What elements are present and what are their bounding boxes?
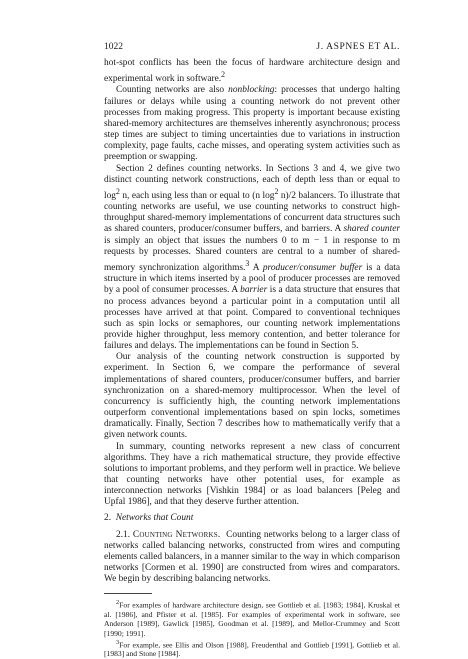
paragraph-continued: hot-spot conflicts has been the focus of hardware architecture design and experimental work in software.$^2$ [104, 58, 400, 85]
paragraph-overview: Section 2 defines counting networks. In Sections 3 and 4, we give two distinct counting network constructions, each of depth less than or equal to $\log^2 n$, each using less than or equal to (n $\log^2 n)/2$ balancers. To illustrate that counting networks are useful, we use counting networks to construct high-throughput shared-memory implementations of concurrent data structures such as shared counters, producer/consumer buffers, and barriers. A shared counter is simply an object that issues the numbers 0 to m − 1 in response to m requests by processes. Shared counters are central to a number of shared-memory synchronization algorithms.$^3$ A producer/consumer buffer is a data structure in which items inserted by a pool of producer processes are removed by a pool of consumer processes. A barrier is a data structure that ensures that no process advances beyond a particular point in a computation until all processes have arrived at that point. Compared to conventional techniques such as spin locks or semaphores, our counting network implementations provide higher throughput, less memory contention, and better tolerance for failures and delays. The implementations can be found in Section 5. [104, 163, 401, 352]
paragraph-experiments: Our analysis of the counting network construction is supported by experiment. In Section 6, we compare the performance of several implementations of shared counters, producer/consumer buffers, and barrier synchronization on a shared-memory multiprocessor. When the level of concurrency is sufficiently high, the counting network implementations outperform conventional implementations based on spin locks, sometimes dramatically. Finally, Section 7 describes how to mathematically verify that a given network counts. [104, 352, 400, 441]
footnote-ref-2: 2 [221, 70, 226, 80]
emph-producer-consumer: producer/consumer buffer [262, 263, 363, 274]
running-head: J. ASPNES ET AL. [316, 42, 400, 52]
emph-barrier: barrier [240, 285, 268, 296]
section-heading: 2. Networks that Count [104, 513, 194, 524]
article-body [104, 58, 400, 659]
subsection-paragraph: 2.1. Counting Networks. Counting networks belong to a larger class of networks called balancing networks, constructed from wires and computing elements called balancers, in a manner similar to the way in which comparison networks [Cormen et al. 1990] are constructed from wires and comparators. We begin by describing balancing networks. [104, 529, 400, 585]
subsection-title: Counting Networks. [132, 529, 221, 540]
footnote-ref-3: 3 [245, 258, 250, 268]
footnote-2: $^2$For examples of hardware architecture design, see Gottlieb et al. [1983; 1984], Kruskal et al. [1986], and Pfister et al. [1985]. For examples of experimental work in software, see Anderson [1989], Gawlick [1985], Goodman et al. [1989], and Mellor-Crummey and Scott [1990; 1991]. [104, 599, 400, 638]
footnote-rule [104, 593, 152, 594]
paragraph-nonblocking: Counting networks are also nonblocking: processes that undergo halting failures or delays while using a counting network do not prevent other processes from making progress. This property is important because existing shared-memory architectures are themselves inherently asynchronous; process step times are subject to timing uncertainties due to variations in instruction complexity, page faults, cache misses, and operating system activities such as preemption or swapping. [104, 85, 400, 163]
paragraph-summary: In summary, counting networks represent a new class of concurrent algorithms. They have a rich mathematical structure, they provide effective solutions to important problems, and they perform well in practice. We believe that counting networks have other potential uses, for example as interconnection networks [Vishkin 1984] or as load balancers [Peleg and Upfal 1986], and that they deserve further attention. [104, 441, 400, 508]
footnote-3: $^3$For example, see Ellis and Olson [1988], Freudenthal and Gottlieb [1991], Gottlieb et al. [1983] and Stone [1984]. [104, 638, 400, 659]
page-number: 1022 [104, 42, 123, 52]
emph-nonblocking: nonblocking [228, 85, 275, 96]
emph-shared-counter: shared counter [343, 224, 400, 235]
